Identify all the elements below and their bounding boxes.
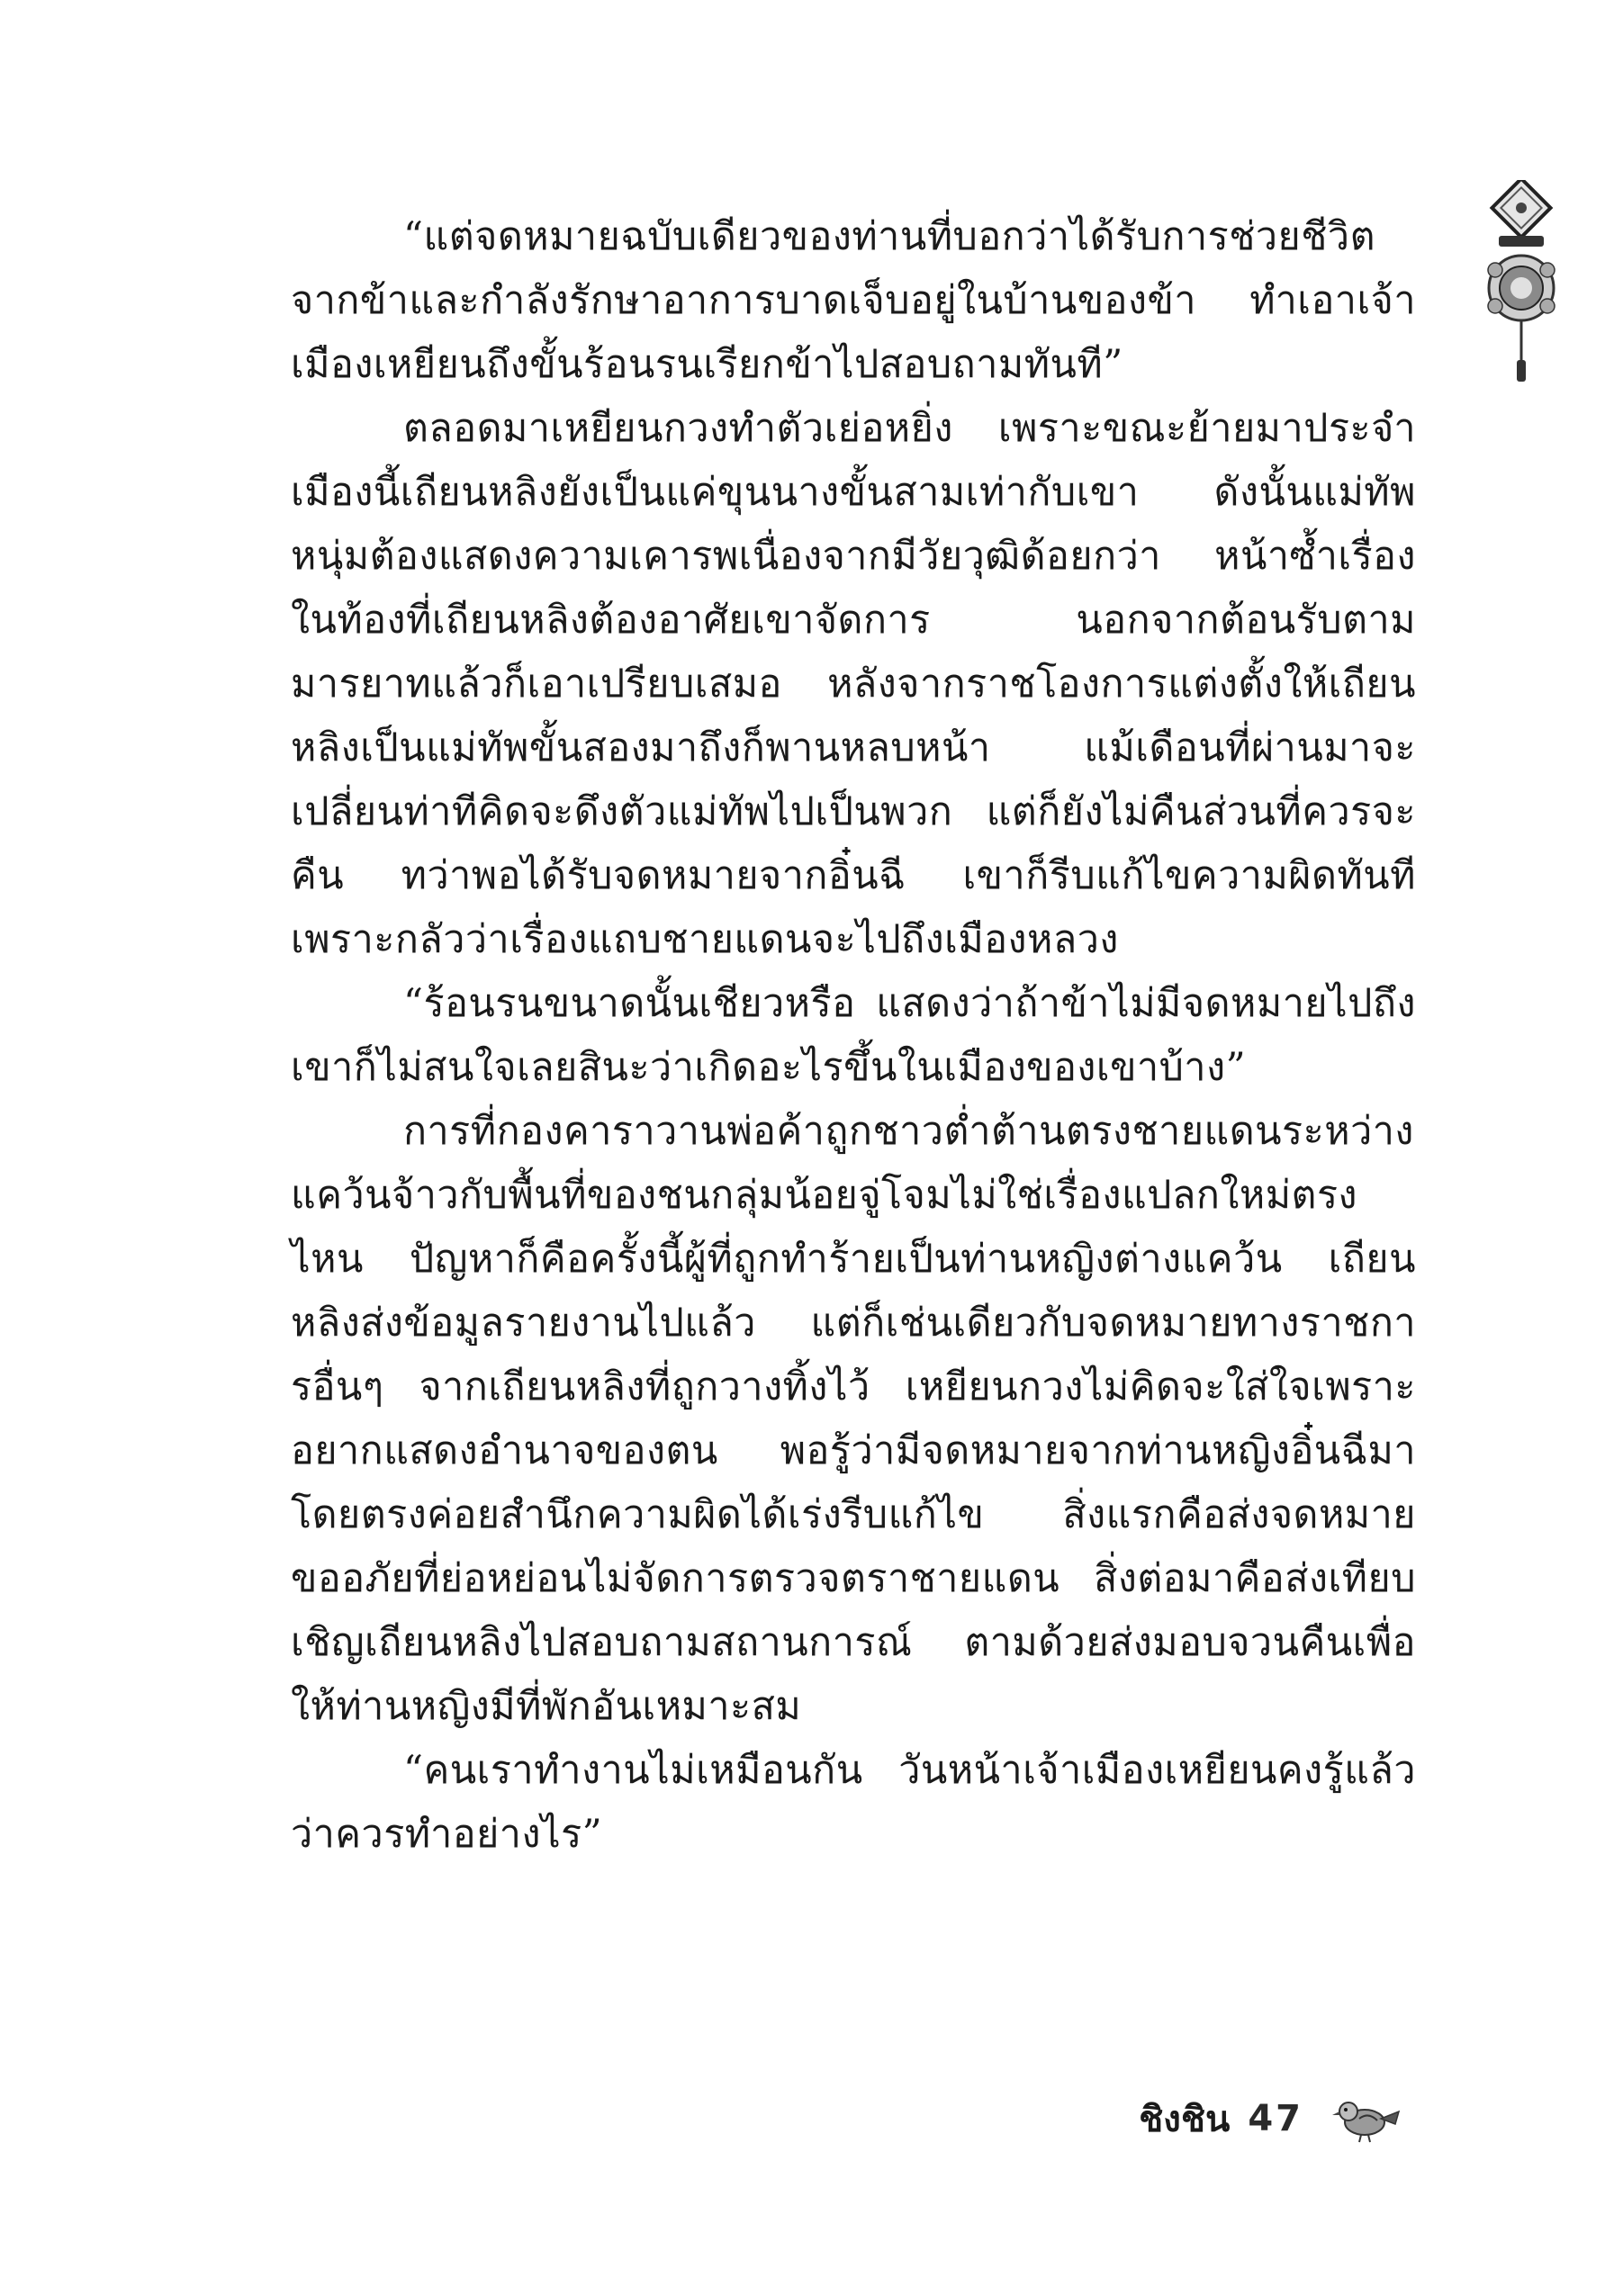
bird-icon	[1330, 2092, 1402, 2146]
paragraph: ตลอดมาเหยียนกวงทำตัวเย่อหยิ่ง เพราะขณะย้ายมาประจำเมืองนี้เถียนหลิงยังเป็นแค่ขุนนางขั้นสามเท่ากับเขา ดังนั้นแม่ทัพหนุ่มต้องแสดงความเคารพเนื่องจากมีวัยวุฒิด้อยกว่า หน้าซ้ำเรื่องในท้องที่เถียนหลิงต้องอาศัยเขาจัดการ นอกจากต้อนรับตามมารยาทแล้วก็เอาเปรียบเสมอ หลังจากราชโองการแต่งตั้งให้เถียนหลิงเป็นแม่ทัพขั้นสองมาถึงก็พานหลบหน้า แม้เดือนที่ผ่านมาจะเปลี่ยนท่าทีคิดจะดึงตัวแม่ทัพไปเป็นพวก แต่ก็ยังไม่คืนส่วนที่ควรจะคืน ทว่าพอได้รับจดหมายจากอิ๋นฉี เขาก็รีบแก้ไขความผิดทันทีเพราะกลัวว่าเรื่องแถบชายแดนจะไปถึงเมืองหลวง	[291, 406, 1416, 962]
paragraph: การที่กองคาราวานพ่อค้าถูกชาวต่ำต้านตรงชายแดนระหว่างแคว้นจ้าวกับพื้นที่ของชนกลุ่มน้อยจู่โจมไม่ใช่เรื่องแปลกใหม่ตรงไหน ปัญหาก็คือครั้งนี้ผู้ที่ถูกทำร้ายเป็นท่านหญิงต่างแคว้น เถียนหลิงส่งข้อมูลรายงานไปแล้ว แต่ก็เช่นเดียวกับจดหมายทางราชการอื่นๆ จากเถียนหลิงที่ถูกวางทิ้งไว้ เหยียนกวงไม่คิดจะใส่ใจเพราะอยากแสดงอำนาจของตน พอรู้ว่ามีจดหมายจากท่านหญิงอิ๋นฉีมาโดยตรงค่อยสำนึกความผิดได้เร่งรีบแก้ไข สิ่งแรกคือส่งจดหมายขออภัยที่ย่อหย่อนไม่จัดการตรวจตราชายแดน สิ่งต่อมาคือส่งเทียบเชิญเถียนหลิงไปสอบถามสถานการณ์ ตามด้วยส่งมอบจวนคืนเพื่อให้ท่านหญิงมีที่พักอันเหมาะสม	[291, 1109, 1416, 1729]
paragraph: “ร้อนรนขนาดนั้นเชียวหรือ แสดงว่าถ้าข้าไม่มีจดหมายไปถึง เขาก็ไม่สนใจเลยสินะว่าเกิดอะไรขึ้นในเมืองของเขาบ้าง”	[291, 981, 1416, 1090]
paragraph: “แต่จดหมายฉบับเดียวของท่านที่บอกว่าได้รับการช่วยชีวิตจากข้าและกำลังรักษาอาการบาดเจ็บอยู่ในบ้านของข้า ทำเอาเจ้าเมืองเหยียนถึงขั้นร้อนรนเรียกข้าไปสอบถามทันที”	[291, 214, 1416, 387]
body-text	[291, 205, 1416, 1867]
page-footer	[1139, 2090, 1402, 2147]
chinese-knot-ornament-icon	[1481, 180, 1562, 387]
paragraph: “คนเราทำงานไม่เหมือนกัน วันหน้าเจ้าเมืองเหยียนคงรู้แล้วว่าควรทำอย่างไร”	[291, 1748, 1416, 1857]
book-title: ชิงชิน	[1139, 2099, 1231, 2140]
page-number: 47	[1248, 2098, 1303, 2139]
